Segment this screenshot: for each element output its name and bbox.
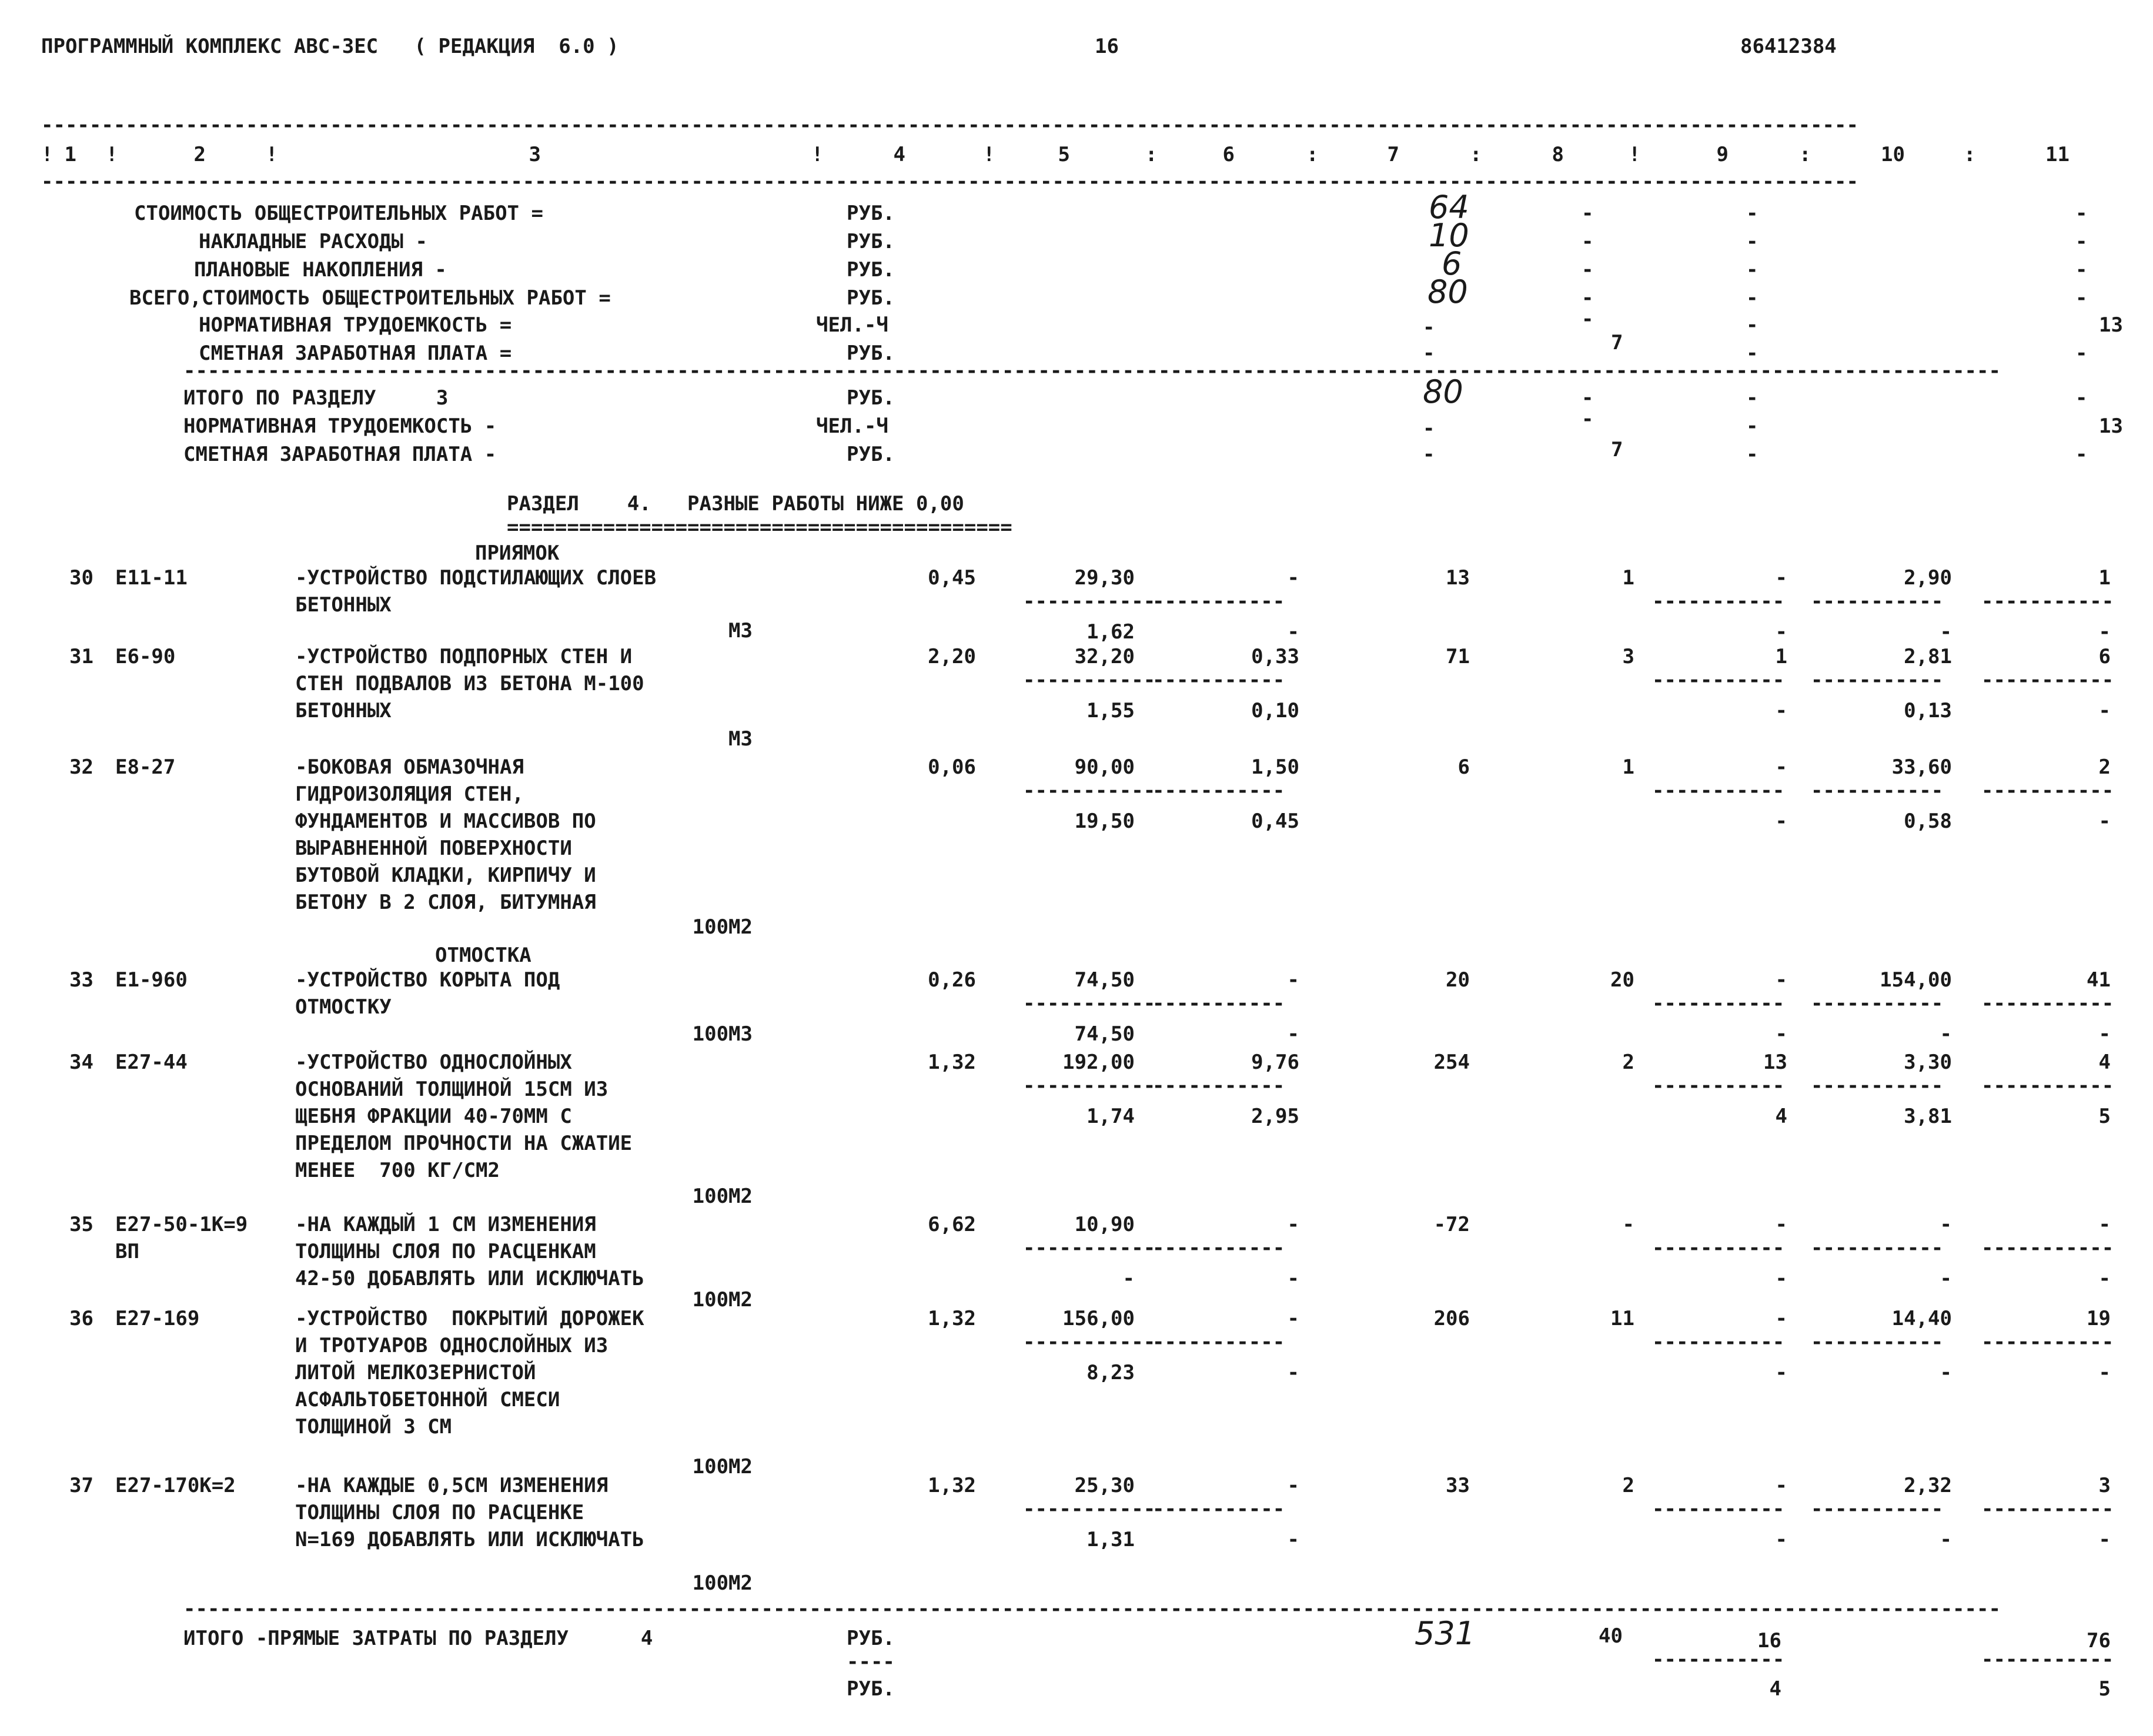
item-description: ПРЕДЕЛОМ ПРОЧНОСТИ НА СЖАТИЕ — [295, 1132, 633, 1155]
item-c8: 1 — [1622, 566, 1634, 590]
item-c8: 11 — [1610, 1307, 1634, 1330]
item-description: БЕТОННЫХ — [295, 593, 392, 617]
item-description: ВЫРАВНЕННОЙ ПОВЕРХНОСТИ — [295, 837, 572, 860]
item-code: Е27-170К=2 — [115, 1474, 236, 1497]
column-header-separator: ! — [266, 143, 278, 166]
item-unit: М3 — [728, 619, 753, 643]
column-header-separator: : — [1306, 143, 1319, 166]
summary-c7: - — [1423, 316, 1435, 339]
item-c8: 1 — [1622, 755, 1634, 779]
column-header-separator: ! — [983, 143, 995, 166]
page-number: 16 — [1095, 35, 1119, 58]
underline-dash: ----------- — [1981, 1330, 2114, 1354]
item-unit: 100М2 — [692, 1185, 753, 1208]
summary-c9: - — [1746, 286, 1758, 310]
underline-dash: ----------- — [1981, 1497, 2114, 1521]
underline-dash: ----------- — [1023, 1330, 1156, 1354]
column-header-separator: : — [1145, 143, 1158, 166]
underline-dash: ----------- — [1981, 668, 2114, 692]
item-c6b: - — [1287, 1267, 1299, 1290]
item-c11: 41 — [2087, 968, 2111, 992]
item-c8: 3 — [1622, 645, 1634, 668]
total-c9: - — [1746, 443, 1758, 466]
item-c7: 206 — [1433, 1307, 1470, 1330]
total-label: СМЕТНАЯ ЗАРАБОТНАЯ ПЛАТА - — [183, 443, 497, 466]
item-c7: 33 — [1446, 1474, 1470, 1497]
total-label: ИТОГО ПО РАЗДЕЛУ 3 — [183, 386, 449, 410]
item-description: 42-50 ДОБАВЛЯТЬ ИЛИ ИСКЛЮЧАТЬ — [295, 1267, 644, 1290]
item-number: 37 — [69, 1474, 93, 1497]
item-c10: 2,81 — [1904, 645, 1952, 668]
item-code: Е6-90 — [115, 645, 176, 668]
summary-c11: - — [2075, 342, 2088, 365]
item-number: 31 — [69, 645, 93, 668]
item-c5: 90,00 — [1074, 755, 1135, 779]
item-c6: - — [1287, 1213, 1299, 1236]
underline-dash: ----------- — [1981, 992, 2114, 1015]
item-c9: - — [1775, 566, 1787, 590]
item-c5: 74,50 — [1074, 968, 1135, 992]
item-c9: 1 — [1775, 645, 1787, 668]
total-c11: 13 — [2099, 414, 2123, 438]
item-c9: - — [1775, 1213, 1787, 1236]
summary-label: ВСЕГО,СТОИМОСТЬ ОБЩЕСТРОИТЕЛЬНЫХ РАБОТ = — [129, 286, 611, 310]
underline-dash: ----------- — [1152, 1074, 1285, 1098]
item-c10: 33,60 — [1891, 755, 1952, 779]
item-c6: 9,76 — [1251, 1051, 1299, 1074]
footer-c9: 16 — [1757, 1629, 1781, 1653]
total-unit: ЧЕЛ.-Ч — [816, 414, 888, 438]
summary-amount: 64 — [1429, 189, 1469, 226]
item-c6b: 0,45 — [1251, 810, 1299, 833]
section-title-underline: ========================================== — [507, 516, 1012, 539]
subsection-heading: ОТМОСТКА — [435, 944, 531, 967]
item-c9b: - — [1775, 810, 1787, 833]
item-c10: 2,90 — [1904, 566, 1952, 590]
underline-dash: ----------- — [1152, 992, 1285, 1015]
column-header: 1 — [64, 143, 76, 166]
column-header-separator: : — [1799, 143, 1811, 166]
underline-dash: ----------- — [1981, 1236, 2114, 1260]
item-c11b: - — [2098, 699, 2111, 723]
item-description: СТЕН ПОДВАЛОВ ИЗ БЕТОНА М-100 — [295, 672, 644, 695]
column-header: 5 — [1058, 143, 1070, 166]
item-c11: 4 — [2098, 1051, 2111, 1074]
underline-dash: ----------- — [1811, 590, 1944, 613]
item-c10b: - — [1940, 1361, 1952, 1384]
total-c11: - — [2075, 386, 2088, 410]
item-description: ТОЛЩИНОЙ 3 СМ — [295, 1415, 452, 1439]
column-header-separator: ! — [41, 143, 54, 166]
item-description: ТОЛЩИНЫ СЛОЯ ПО РАСЦЕНКЕ — [295, 1501, 584, 1524]
underline-dash: ----------- — [1981, 1074, 2114, 1098]
item-c5b: 1,55 — [1086, 699, 1135, 723]
column-header-separator: : — [1964, 143, 1976, 166]
item-number: 30 — [69, 566, 93, 590]
summary-c9: - — [1746, 202, 1758, 225]
item-c11b: - — [2098, 1528, 2111, 1551]
item-c10: - — [1940, 1213, 1952, 1236]
item-c11: 1 — [2098, 566, 2111, 590]
column-header: 9 — [1716, 143, 1729, 166]
column-header: 10 — [1881, 143, 1905, 166]
item-c10b: 0,13 — [1904, 699, 1952, 723]
item-number: 36 — [69, 1307, 93, 1330]
item-unit: М3 — [728, 727, 753, 751]
item-description: БЕТОНУ В 2 СЛОЯ, БИТУМНАЯ — [295, 891, 596, 914]
item-c10b: - — [1940, 1267, 1952, 1290]
item-description: И ТРОТУАРОВ ОДНОСЛОЙНЫХ ИЗ — [295, 1334, 609, 1357]
item-unit: 100М2 — [692, 1571, 753, 1595]
underline-dash: ----------- — [1023, 1236, 1156, 1260]
item-c10: 154,00 — [1880, 968, 1952, 992]
underline-dash: ----------- — [1652, 992, 1785, 1015]
summary-c9: - — [1746, 258, 1758, 282]
summary-c8: - — [1582, 286, 1594, 310]
item-code: Е27-50-1К=9 — [115, 1213, 248, 1236]
item-c9b: - — [1775, 1267, 1787, 1290]
underline-dash: ----------- — [1652, 779, 1785, 802]
total-label: НОРМАТИВНАЯ ТРУДОЕМКОСТЬ - — [183, 414, 497, 438]
item-c4: 6,62 — [928, 1213, 976, 1236]
item-c11: 6 — [2098, 645, 2111, 668]
item-c6: - — [1287, 566, 1299, 590]
item-c8: 2 — [1622, 1474, 1634, 1497]
summary-c8: - — [1582, 307, 1594, 331]
item-c10b: - — [1940, 620, 1952, 644]
item-c8: 2 — [1622, 1051, 1634, 1074]
item-c5b: 74,50 — [1074, 1022, 1135, 1046]
item-c9: 13 — [1763, 1051, 1787, 1074]
underline-dash: ----------- — [1652, 590, 1785, 613]
item-c5: 25,30 — [1074, 1474, 1135, 1497]
item-number: 35 — [69, 1213, 93, 1236]
item-c11: - — [2098, 1213, 2111, 1236]
footer-total-unit: РУБ. — [847, 1677, 895, 1701]
item-c5b: 19,50 — [1074, 810, 1135, 833]
item-c5: 10,90 — [1074, 1213, 1135, 1236]
underline-dash: ----------- — [1652, 668, 1785, 692]
item-c10b: - — [1940, 1022, 1952, 1046]
item-c10b: 3,81 — [1904, 1105, 1952, 1128]
underline-dash: ----------- — [1152, 668, 1285, 692]
column-header-separator: ! — [1629, 143, 1641, 166]
underline-dash: ----------- — [1811, 1236, 1944, 1260]
item-description: МЕНЕЕ 700 КГ/СМ2 — [295, 1159, 500, 1182]
underline-dash: ----------- — [1023, 590, 1156, 613]
underline-dash: ----------- — [1981, 779, 2114, 802]
underline-dash: ----------- — [1152, 1236, 1285, 1260]
summary-unit: РУБ. — [847, 258, 895, 282]
summary-amount: 10 — [1429, 217, 1469, 254]
item-c5b: 1,74 — [1086, 1105, 1135, 1128]
item-c6: 0,33 — [1251, 645, 1299, 668]
program-title: ПРОГРАММНЫЙ КОМПЛЕКС АВС-ЗЕС ( РЕДАКЦИЯ 6.0 ) — [41, 35, 619, 58]
item-c6: - — [1287, 968, 1299, 992]
item-c11: 2 — [2098, 755, 2111, 779]
item-number: 32 — [69, 755, 93, 779]
total-c9: - — [1746, 386, 1758, 410]
summary-label: НОРМАТИВНАЯ ТРУДОЕМКОСТЬ = — [199, 313, 512, 337]
total-c7: - — [1423, 443, 1435, 466]
total-c8: - — [1582, 407, 1594, 431]
item-c5: 29,30 — [1074, 566, 1135, 590]
summary-c9: - — [1746, 342, 1758, 365]
item-c9b: - — [1775, 699, 1787, 723]
underline-dash: ----------- — [1152, 1497, 1285, 1521]
separator-line: ------------------------------------------------------------------------------------------------------------------------------------------------------- — [183, 359, 2001, 383]
item-c6: - — [1287, 1474, 1299, 1497]
item-c8: - — [1622, 1213, 1634, 1236]
footer-underline: ----------- — [1981, 1648, 2114, 1671]
item-c9b: 4 — [1775, 1105, 1787, 1128]
item-c4: 1,32 — [928, 1051, 976, 1074]
footer-unit-dash: ---- — [847, 1650, 895, 1674]
footer-underline: ----------- — [1652, 1648, 1785, 1671]
column-header: 7 — [1387, 143, 1399, 166]
item-description: -БОКОВАЯ ОБМАЗОЧНАЯ — [295, 755, 524, 779]
underline-dash: ----------- — [1811, 1497, 1944, 1521]
item-number: 34 — [69, 1051, 93, 1074]
item-description: -УСТРОЙСТВО ПОКРЫТИЙ ДОРОЖЕК — [295, 1307, 644, 1330]
item-c5b: 1,31 — [1086, 1528, 1135, 1551]
summary-unit: ЧЕЛ.-Ч — [816, 313, 888, 337]
underline-dash: ----------- — [1811, 992, 1944, 1015]
item-c4: 0,06 — [928, 755, 976, 779]
underline-dash: ----------- — [1023, 1497, 1156, 1521]
summary-c9: - — [1746, 230, 1758, 253]
item-unit: 100М2 — [692, 1288, 753, 1312]
item-unit: 100М2 — [692, 1455, 753, 1479]
item-description: ОСНОВАНИЙ ТОЛЩИНОЙ 15СМ ИЗ — [295, 1078, 609, 1101]
underline-dash: ----------- — [1811, 668, 1944, 692]
item-c5: 192,00 — [1062, 1051, 1135, 1074]
separator-line: ------------------------------------------------------------------------------------------------------------------------------------------------------- — [41, 113, 1858, 137]
item-number: 33 — [69, 968, 93, 992]
summary-c11: 13 — [2099, 313, 2123, 337]
item-c10: 14,40 — [1891, 1307, 1952, 1330]
separator-line: ------------------------------------------------------------------------------------------------------------------------------------------------------- — [41, 170, 1858, 193]
item-c11b: - — [2098, 1361, 2111, 1384]
underline-dash: ----------- — [1652, 1497, 1785, 1521]
item-c6: - — [1287, 1307, 1299, 1330]
item-c9: - — [1775, 1474, 1787, 1497]
section-title: РАЗДЕЛ 4. РАЗНЫЕ РАБОТЫ НИЖЕ 0,00 — [507, 492, 964, 516]
underline-dash: ----------- — [1652, 1236, 1785, 1260]
summary-amount: 6 — [1442, 245, 1462, 282]
item-c10b: 0,58 — [1904, 810, 1952, 833]
item-c9b: - — [1775, 1361, 1787, 1384]
item-description: АСФАЛЬТОБЕТОННОЙ СМЕСИ — [295, 1388, 560, 1411]
item-c6b: - — [1287, 1022, 1299, 1046]
item-c9: - — [1775, 968, 1787, 992]
summary-c11: - — [2075, 258, 2088, 282]
item-code: Е27-44 — [115, 1051, 188, 1074]
item-code: Е11-11 — [115, 566, 188, 590]
total-c9: - — [1746, 414, 1758, 438]
summary-amount: 80 — [1427, 273, 1468, 310]
summary-c8: - — [1582, 202, 1594, 225]
summary-label: СМЕТНАЯ ЗАРАБОТНАЯ ПЛАТА = — [199, 342, 512, 365]
underline-dash: ----------- — [1811, 1330, 1944, 1354]
footer-total-unit: РУБ. — [847, 1627, 895, 1650]
total-c8: 7 — [1611, 438, 1623, 461]
item-c9b: - — [1775, 1528, 1787, 1551]
item-description: ГИДРОИЗОЛЯЦИЯ СТЕН, — [295, 782, 524, 806]
item-c6b: - — [1287, 620, 1299, 644]
item-c7: 13 — [1446, 566, 1470, 590]
summary-c7: - — [1423, 342, 1435, 365]
item-c4: 0,26 — [928, 968, 976, 992]
summary-c8: - — [1582, 230, 1594, 253]
underline-dash: ----------- — [1023, 779, 1156, 802]
item-code: Е1-960 — [115, 968, 188, 992]
item-description: -НА КАЖДЫЙ 1 СМ ИЗМЕНЕНИЯ — [295, 1213, 596, 1236]
total-c7: - — [1423, 417, 1435, 440]
underline-dash: ----------- — [1652, 1330, 1785, 1354]
total-unit: РУБ. — [847, 386, 895, 410]
item-description: -УСТРОЙСТВО ОДНОСЛОЙНЫХ — [295, 1051, 572, 1074]
total-c11: - — [2075, 443, 2088, 466]
item-c7: -72 — [1433, 1213, 1470, 1236]
item-description: ЩЕБНЯ ФРАКЦИИ 40-70ММ С — [295, 1105, 572, 1128]
item-c10: 3,30 — [1904, 1051, 1952, 1074]
item-c9b: - — [1775, 620, 1787, 644]
item-c11b: 5 — [2098, 1105, 2111, 1128]
item-unit: 100М2 — [692, 915, 753, 939]
item-description: БЕТОННЫХ — [295, 699, 392, 723]
item-c7: 71 — [1446, 645, 1470, 668]
item-c6b: 0,10 — [1251, 699, 1299, 723]
item-c4: 1,32 — [928, 1307, 976, 1330]
summary-unit: РУБ. — [847, 230, 895, 253]
item-c5: 32,20 — [1074, 645, 1135, 668]
underline-dash: ----------- — [1811, 1074, 1944, 1098]
item-c9b: - — [1775, 1022, 1787, 1046]
summary-c11: - — [2075, 202, 2088, 225]
item-c5b: 8,23 — [1086, 1361, 1135, 1384]
item-description: -УСТРОЙСТВО ПОДСТИЛАЮЩИХ СЛОЕВ — [295, 566, 657, 590]
total-c8: - — [1582, 386, 1594, 410]
subsection-heading: ПРИЯМОК — [475, 541, 560, 565]
item-c7: 6 — [1457, 755, 1470, 779]
underline-dash: ----------- — [1152, 1330, 1285, 1354]
summary-c8: - — [1582, 258, 1594, 282]
document-code: 86412384 — [1740, 35, 1837, 58]
column-header-separator: ! — [106, 143, 118, 166]
summary-unit: РУБ. — [847, 286, 895, 310]
item-c10b: - — [1940, 1528, 1952, 1551]
underline-dash: ----------- — [1023, 1074, 1156, 1098]
item-c5b: 1,62 — [1086, 620, 1135, 644]
item-c8: 20 — [1610, 968, 1634, 992]
footer-total-amount: 531 — [1415, 1615, 1476, 1652]
summary-c11: - — [2075, 230, 2088, 253]
item-c11b: - — [2098, 810, 2111, 833]
column-header: 6 — [1222, 143, 1235, 166]
total-amount: 80 — [1423, 373, 1463, 410]
summary-label: ПЛАНОВЫЕ НАКОПЛЕНИЯ - — [194, 258, 447, 282]
item-c11b: - — [2098, 1022, 2111, 1046]
item-c4: 0,45 — [928, 566, 976, 590]
column-header-separator: ! — [811, 143, 824, 166]
summary-c8: 7 — [1611, 331, 1623, 354]
footer-c11b: 5 — [2098, 1677, 2111, 1701]
column-header-separator: : — [1470, 143, 1482, 166]
item-c11b: - — [2098, 620, 2111, 644]
underline-dash: ----------- — [1152, 590, 1285, 613]
item-c7: 20 — [1446, 968, 1470, 992]
item-c5b: - — [1122, 1267, 1135, 1290]
item-c6b: 2,95 — [1251, 1105, 1299, 1128]
item-c6b: - — [1287, 1528, 1299, 1551]
column-header: 4 — [893, 143, 905, 166]
item-description: -НА КАЖДЫЕ 0,5СМ ИЗМЕНЕНИЯ — [295, 1474, 609, 1497]
item-c11: 19 — [2087, 1307, 2111, 1330]
item-code: Е8-27 — [115, 755, 176, 779]
item-description: -УСТРОЙСТВО ПОДПОРНЫХ СТЕН И — [295, 645, 633, 668]
item-description: -УСТРОЙСТВО КОРЫТА ПОД — [295, 968, 560, 992]
underline-dash: ----------- — [1152, 779, 1285, 802]
item-description: БУТОВОЙ КЛАДКИ, КИРПИЧУ И — [295, 864, 596, 887]
summary-c9: - — [1746, 313, 1758, 337]
underline-dash: ----------- — [1981, 590, 2114, 613]
item-c6b: - — [1287, 1361, 1299, 1384]
item-c7: 254 — [1433, 1051, 1470, 1074]
total-unit: РУБ. — [847, 443, 895, 466]
column-header: 8 — [1552, 143, 1564, 166]
item-c11b: - — [2098, 1267, 2111, 1290]
underline-dash: ----------- — [1023, 992, 1156, 1015]
item-description: ТОЛЩИНЫ СЛОЯ ПО РАСЦЕНКАМ — [295, 1240, 596, 1263]
footer-total-label: ИТОГО -ПРЯМЫЕ ЗАТРАТЫ ПО РАЗДЕЛУ 4 — [183, 1627, 653, 1650]
item-c5: 156,00 — [1062, 1307, 1135, 1330]
item-description: ОТМОСТКУ — [295, 995, 392, 1019]
footer-c8: 40 — [1599, 1624, 1623, 1648]
item-description: ЛИТОЙ МЕЛКОЗЕРНИСТОЙ — [295, 1361, 536, 1384]
item-description: N=169 ДОБАВЛЯТЬ ИЛИ ИСКЛЮЧАТЬ — [295, 1528, 644, 1551]
column-header: 2 — [193, 143, 206, 166]
item-description: ФУНДАМЕНТОВ И МАССИВОВ ПО — [295, 810, 596, 833]
underline-dash: ----------- — [1652, 1074, 1785, 1098]
item-c4: 2,20 — [928, 645, 976, 668]
separator-line: ------------------------------------------------------------------------------------------------------------------------------------------------------- — [183, 1597, 2001, 1621]
item-c9: - — [1775, 1307, 1787, 1330]
summary-unit: РУБ. — [847, 202, 895, 225]
underline-dash: ----------- — [1023, 668, 1156, 692]
underline-dash: ----------- — [1811, 779, 1944, 802]
column-header: 3 — [529, 143, 541, 166]
column-header: 11 — [2045, 143, 2070, 166]
item-c11: 3 — [2098, 1474, 2111, 1497]
item-unit: 100М3 — [692, 1022, 753, 1046]
summary-unit: РУБ. — [847, 342, 895, 365]
item-c4: 1,32 — [928, 1474, 976, 1497]
footer-c11: 76 — [2087, 1629, 2111, 1653]
footer-c9b: 4 — [1769, 1677, 1781, 1701]
item-code: Е27-169 — [115, 1307, 200, 1330]
summary-label: СТОИМОСТЬ ОБЩЕСТРОИТЕЛЬНЫХ РАБОТ = — [134, 202, 543, 225]
item-c9: - — [1775, 755, 1787, 779]
item-c10: 2,32 — [1904, 1474, 1952, 1497]
summary-label: НАКЛАДНЫЕ РАСХОДЫ - — [199, 230, 427, 253]
item-c6: 1,50 — [1251, 755, 1299, 779]
item-code: ВП — [115, 1240, 139, 1263]
summary-c11: - — [2075, 286, 2088, 310]
